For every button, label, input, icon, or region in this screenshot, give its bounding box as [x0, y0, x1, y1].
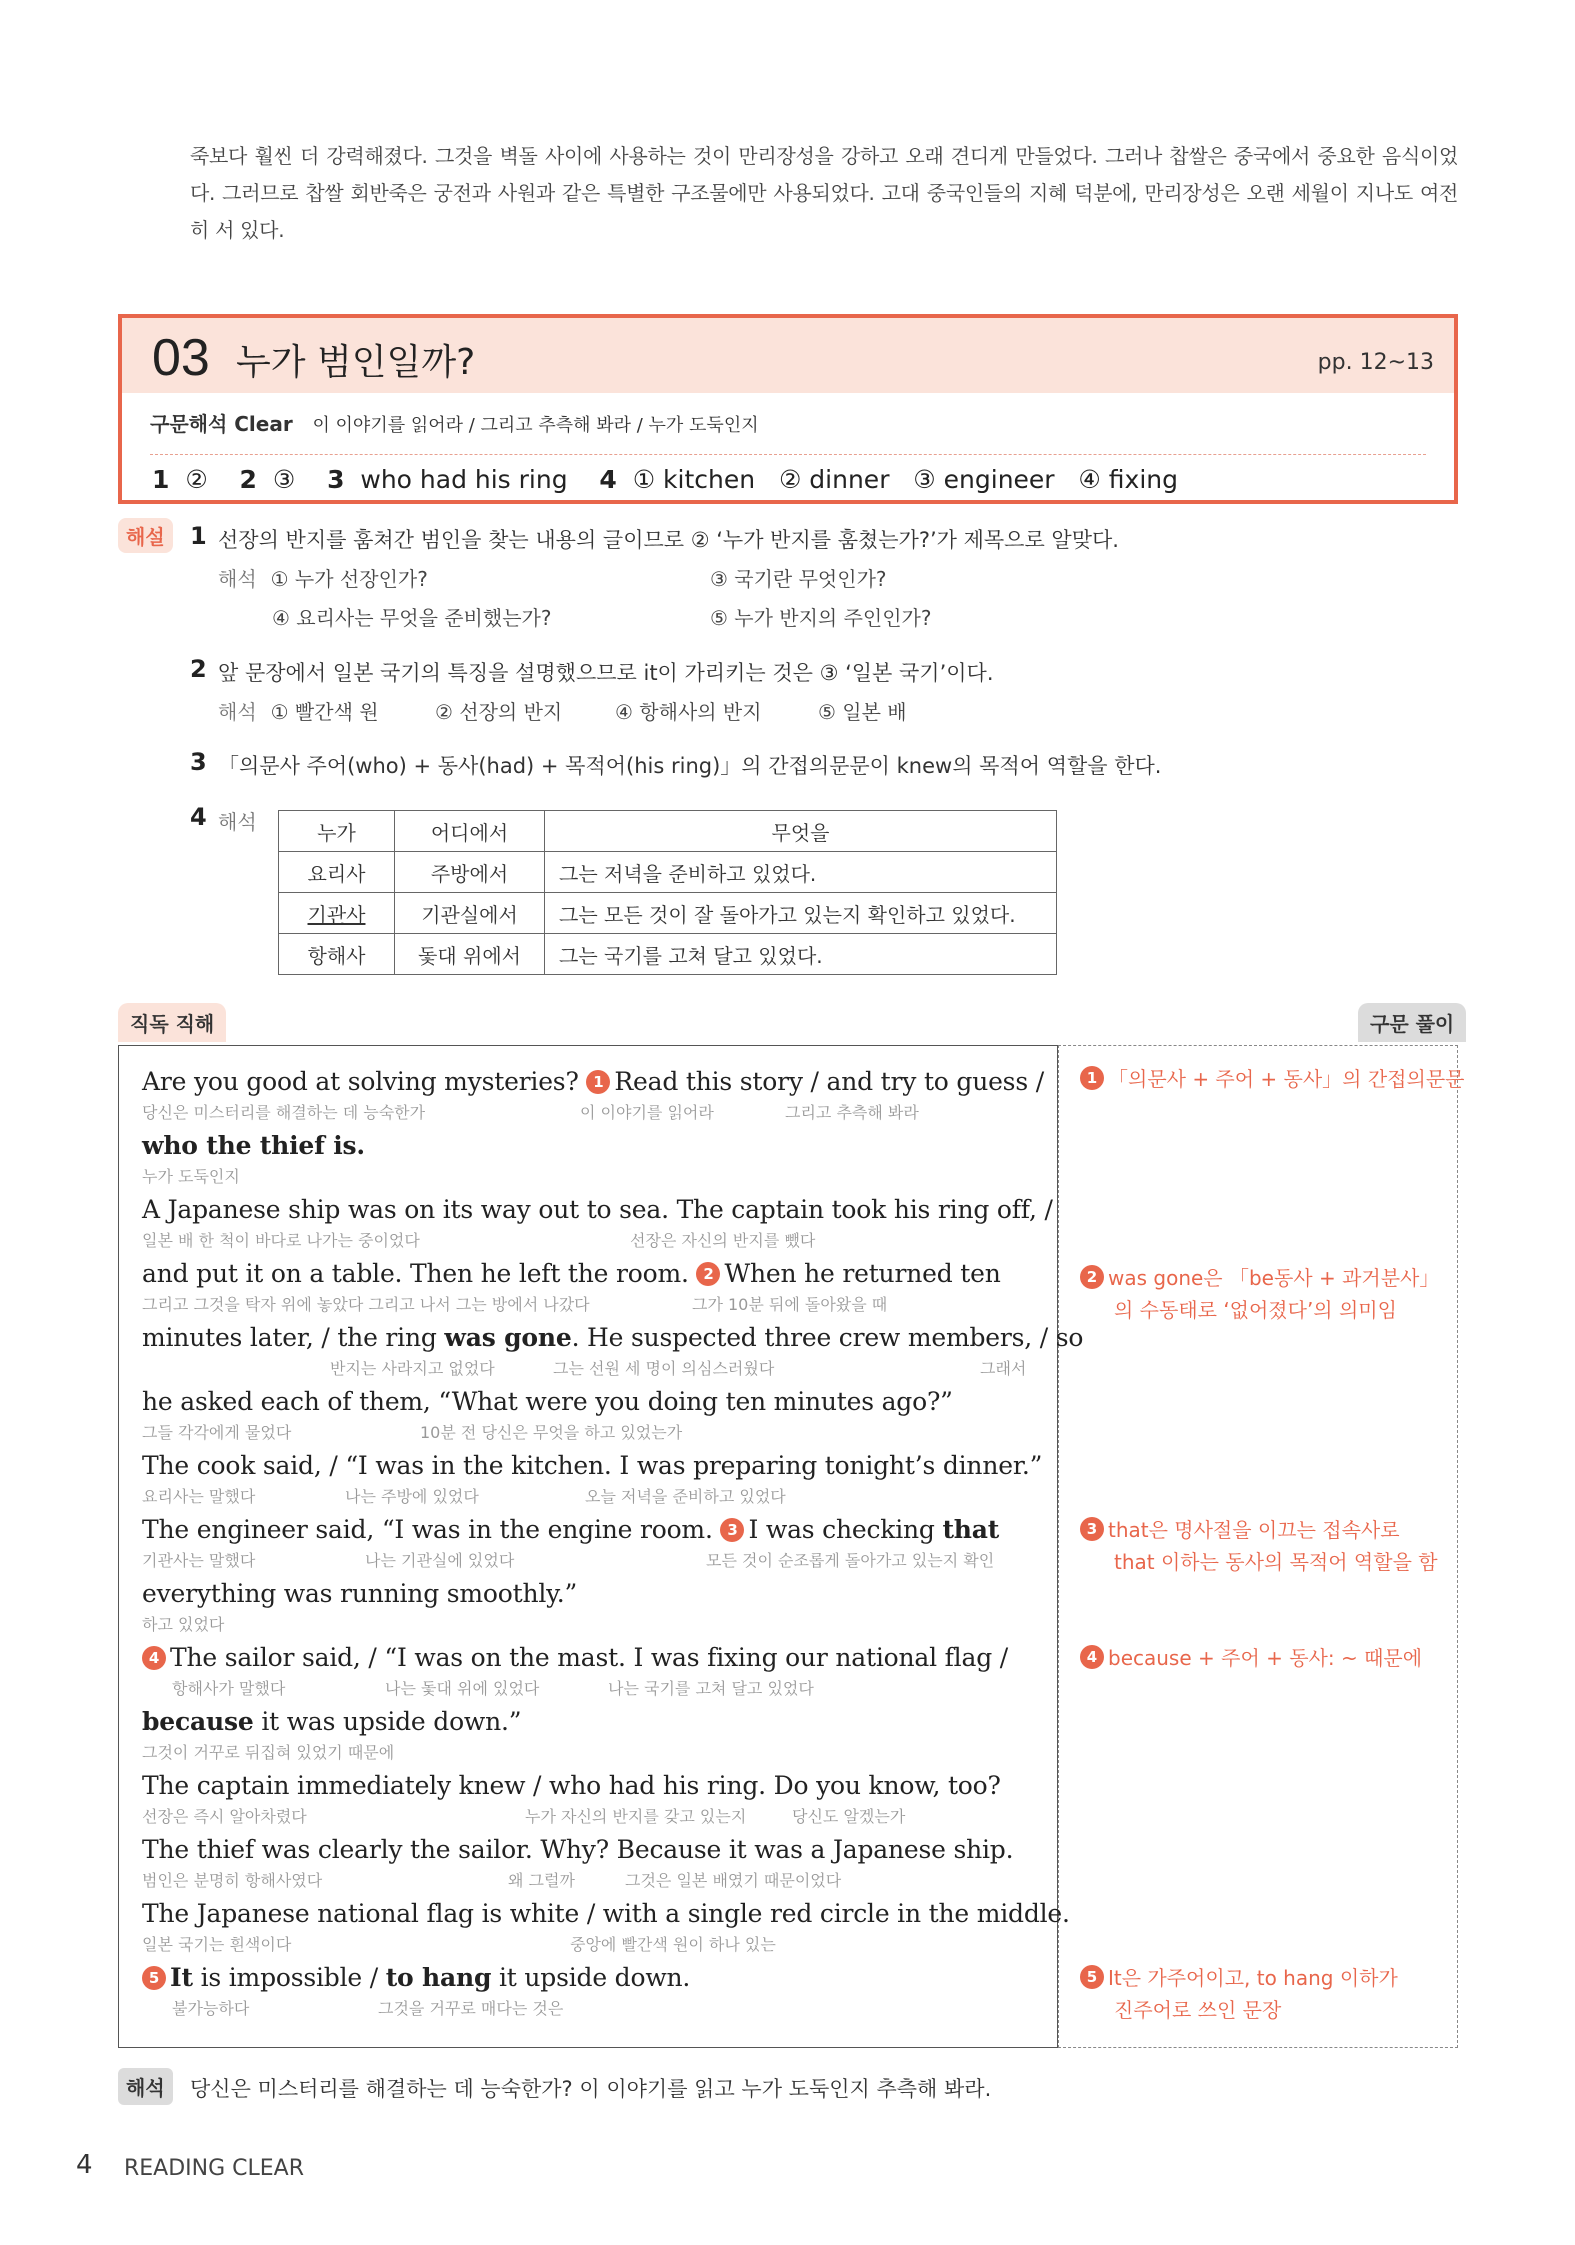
option-text: ② 선장의 반지: [435, 700, 563, 724]
sentence-bold: that: [942, 1515, 1000, 1544]
korean-gloss: 누가 자신의 반지를 갖고 있는지: [525, 1807, 747, 1826]
note-text: 진주어로 쓰인 문장: [1114, 1998, 1282, 2022]
structure-notes-tag: 구문 풀이: [1358, 1003, 1466, 1042]
number-marker: 1: [586, 1070, 610, 1094]
number-marker: 1: [1080, 1066, 1104, 1090]
reading-line: [142, 1259, 1001, 1288]
korean-gloss: 누가 도둑인지: [142, 1167, 240, 1186]
korean-gloss: 그는 선원 세 명이 의심스러웠다: [553, 1359, 775, 1378]
direct-reading-tag: 직독 직해: [118, 1003, 226, 1042]
table-cell: 요리사: [279, 852, 395, 893]
korean-gloss: 일본 국기는 흰색이다: [142, 1935, 292, 1954]
reading-line: [142, 1707, 521, 1736]
note-text: because + 주어 + 동사: ~ 때문에: [1108, 1646, 1423, 1670]
note-text: 의 수동태로 ‘없어졌다’의 의미임: [1114, 1298, 1397, 1322]
answer-num: 1: [152, 465, 170, 494]
number-marker: 5: [142, 1966, 166, 1990]
note-text: was gone은 「be동사 + 과거분사」: [1108, 1266, 1440, 1290]
structure-note: [1080, 1642, 1422, 1674]
korean-gloss: 선장은 즉시 알아차렸다: [142, 1807, 307, 1826]
table-cell: 그는 모든 것이 잘 돌아가고 있는지 확인하고 있었다.: [545, 893, 1057, 934]
answer-num: 2: [239, 465, 257, 494]
reading-line: The thief was clearly the sailor. Why? Because it was a Japanese ship.: [142, 1835, 1014, 1864]
option-text: ① 빨간색 원: [270, 700, 379, 724]
table-cell: 그는 국기를 고쳐 달고 있었다.: [545, 934, 1057, 975]
sentence-bold: was gone: [444, 1323, 572, 1352]
translation-label: 해석: [218, 810, 257, 834]
reading-line: who the thief is.: [142, 1131, 365, 1160]
column-header: 어디에서: [395, 811, 545, 852]
korean-gloss: 기관사는 말했다: [142, 1551, 256, 1570]
korean-gloss: 항해사가 말했다: [172, 1679, 286, 1698]
note-text: It은 가주어이고, to hang 이하가: [1108, 1966, 1398, 1990]
sentence-text: and put it on a table. Then he left the room.: [142, 1259, 689, 1288]
table-cell: 기관사: [279, 893, 395, 934]
korean-gloss: 그리고 추측해 봐라: [785, 1103, 919, 1122]
question-number: 3: [190, 748, 207, 776]
sentence-text: it upside down.: [491, 1963, 691, 1992]
reading-line: The captain immediately knew / who had his ring. Do you know, too?: [142, 1771, 1001, 1800]
structure-clear-text: 이 이야기를 읽어라 / 그리고 추측해 봐라 / 누가 도둑인지: [312, 415, 759, 436]
korean-gloss: 그가 10분 뒤에 돌아왔을 때: [692, 1295, 888, 1314]
option-text: ④ 항해사의 반지: [615, 700, 762, 724]
structure-note: [1080, 1063, 1464, 1095]
reading-line: [142, 1067, 1044, 1096]
korean-gloss: 그것이 거꾸로 뒤집혀 있었기 때문에: [142, 1743, 395, 1762]
korean-gloss: 그것은 일본 배였기 때문이었다: [625, 1871, 842, 1890]
reading-line: The cook said, / “I was in the kitchen. I was preparing tonight’s dinner.”: [142, 1451, 1043, 1480]
translation-label: 해석: [218, 567, 257, 591]
korean-gloss: 하고 있었다: [142, 1615, 225, 1634]
sentence-text: I was checking: [748, 1515, 943, 1544]
reading-line: [142, 1643, 1008, 1672]
option-text: ① 누가 선장인가?: [270, 567, 428, 591]
answer-num: 3: [327, 465, 345, 494]
korean-gloss: 모든 것이 순조롭게 돌아가고 있는지 확인: [706, 1551, 995, 1570]
reading-line: A Japanese ship was on its way out to sea. The captain took his ring off, /: [142, 1195, 1053, 1224]
korean-gloss: 당신도 알겠는가: [792, 1807, 906, 1826]
korean-gloss: 선장은 자신의 반지를 뺐다: [630, 1231, 816, 1250]
translation-label: 해석: [218, 700, 257, 724]
answer-text: ① kitchen ② dinner ③ engineer ④ fixing: [632, 465, 1178, 494]
korean-gloss: 왜 그럴까: [508, 1871, 575, 1890]
explanation-tag: 해설: [118, 518, 173, 553]
sentence-bold: It: [170, 1963, 193, 1992]
book-title: READING CLEAR: [124, 2156, 305, 2181]
sentence-text: minutes later, / the ring: [142, 1323, 445, 1352]
korean-gloss: 그들 각각에게 물었다: [142, 1423, 292, 1442]
sentence-text: . He suspected three crew members, / so: [571, 1323, 1084, 1352]
korean-gloss: 오늘 저녁을 준비하고 있었다: [585, 1487, 786, 1506]
sentence-text: it was upside down.”: [253, 1707, 522, 1736]
korean-gloss: 일본 배 한 척이 바다로 나가는 중이었다: [142, 1231, 420, 1250]
korean-gloss: 이 이야기를 읽어라: [580, 1103, 714, 1122]
table-row: [279, 934, 1057, 975]
korean-gloss: 반지는 사라지고 없었다: [330, 1359, 495, 1378]
number-marker: 5: [1080, 1965, 1104, 1989]
reading-line: [142, 1323, 1083, 1352]
option-text: ⑤ 누가 반지의 주인인가?: [710, 606, 932, 630]
korean-gloss: 나는 기관실에 있었다: [365, 1551, 515, 1570]
reading-line: he asked each of them, “What were you doing ten minutes ago?”: [142, 1387, 953, 1416]
reading-line: [142, 1515, 999, 1544]
table-row: [279, 852, 1057, 893]
korean-gloss: 그것을 거꾸로 매다는 것은: [378, 1999, 564, 2018]
structure-note: [1080, 1262, 1439, 1326]
column-header: 무엇을: [545, 811, 1057, 852]
korean-gloss: 나는 주방에 있었다: [345, 1487, 479, 1506]
sentence-text: When he returned ten: [724, 1259, 1001, 1288]
translation-tag: 해석: [118, 2068, 173, 2105]
question-explanation: 앞 문장에서 일본 국기의 특징을 설명했으므로 it이 가리키는 것은 ③ ‘일본 국기’이다.: [218, 661, 994, 685]
note-text: 「의문사 + 주어 + 동사」의 간접의문문: [1108, 1067, 1465, 1091]
number-marker: 4: [1080, 1645, 1104, 1669]
sentence-text: is impossible /: [192, 1963, 386, 1992]
korean-gloss: 나는 돛대 위에 있었다: [385, 1679, 540, 1698]
number-marker: 2: [1080, 1265, 1104, 1289]
answer-text: ②: [185, 465, 208, 494]
korean-gloss: 당신은 미스터리를 해결하는 데 능숙한가: [142, 1103, 426, 1122]
note-text: that은 명사절을 이끄는 접속사로: [1108, 1518, 1400, 1542]
answer-text: who had his ring: [360, 465, 568, 494]
column-header: 누가: [279, 811, 395, 852]
option-text: ③ 국기란 무엇인가?: [710, 567, 887, 591]
intro-paragraph: 죽보다 훨씬 더 강력해졌다. 그것을 벽돌 사이에 사용하는 것이 만리장성을 강하고 오래 견디게 만들었다. 그러나 찹쌀은 중국에서 중요한 음식이었다. 그러므로 찹쌀 회반죽은 궁전과 사원과 같은 특별한 구조물에만 사용되었다. 고대 중국인들의 지혜 덕분에, 만리장성은 오랜 세월이 지나도 여전히 서 있다.: [190, 144, 1458, 242]
page-number: 4: [76, 2150, 93, 2180]
table-cell: 기관실에서: [395, 893, 545, 934]
reading-line: [142, 1963, 690, 1992]
section-answer-box: [118, 314, 1458, 504]
structure-note: [1080, 1962, 1398, 2026]
translation-line: [218, 563, 428, 592]
table-cell: 항해사: [279, 934, 395, 975]
answer-text: ③: [272, 465, 296, 494]
korean-gloss: 중앙에 빨간색 원이 하나 있는: [570, 1935, 776, 1954]
sentence-text: The sailor said, / “I was on the mast. I was fixing our national flag /: [170, 1643, 1008, 1672]
sentence-text: The engineer said, “I was in the engine room.: [142, 1515, 713, 1544]
number-marker: 4: [142, 1646, 166, 1670]
korean-gloss: 범인은 분명히 항해사였다: [142, 1871, 323, 1890]
table-header-row: [279, 811, 1057, 852]
number-marker: 3: [720, 1518, 744, 1542]
question-number: 4: [190, 803, 207, 831]
korean-gloss: 나는 국기를 고쳐 달고 있었다: [608, 1679, 814, 1698]
table-cell: 주방에서: [395, 852, 545, 893]
option-text: ⑤ 일본 배: [818, 700, 907, 724]
question-explanation: 「의문사 주어(who) + 동사(had) + 목적어(his ring)」의 간접의문문이 knew의 목적어 역할을 한다.: [218, 754, 1162, 778]
section-header: [122, 318, 1454, 393]
korean-gloss: 요리사는 말했다: [142, 1487, 256, 1506]
section-number: 03: [152, 329, 210, 387]
divider: [150, 454, 1426, 455]
question-number: 2: [190, 655, 207, 683]
table-row: [279, 893, 1057, 934]
sentence-bold: to hang: [385, 1963, 492, 1992]
structure-clear-row: [150, 408, 759, 437]
translation-line: [218, 696, 379, 725]
note-text: that 이하는 동사의 목적어 역할을 함: [1114, 1550, 1438, 1574]
reading-line: everything was running smoothly.”: [142, 1579, 578, 1608]
answer-row: [152, 465, 1178, 494]
korean-gloss: 불가능하다: [172, 1999, 250, 2018]
structure-note: [1080, 1514, 1438, 1578]
korean-gloss: 그리고 그것을 탁자 위에 놓았다 그리고 나서 그는 방에서 나갔다: [142, 1295, 590, 1314]
number-marker: 2: [696, 1262, 720, 1286]
number-marker: 3: [1080, 1517, 1104, 1541]
structure-clear-label: 구문해석 Clear: [150, 412, 293, 436]
section-title: 누가 범인일까?: [236, 342, 476, 383]
option-text: ④ 요리사는 무엇을 준비했는가?: [272, 606, 552, 630]
answer-num: 4: [599, 465, 617, 494]
table-cell: 그는 저녁을 준비하고 있었다.: [545, 852, 1057, 893]
korean-gloss: 10분 전 당신은 무엇을 하고 있었는가: [420, 1423, 683, 1442]
section-pages: pp. 12~13: [1317, 350, 1434, 375]
table-cell: 돛대 위에서: [395, 934, 545, 975]
sentence-text: Are you good at solving mysteries?: [142, 1067, 579, 1096]
sentence-text: Read this story / and try to guess /: [614, 1067, 1044, 1096]
translation-table: [278, 810, 1057, 975]
question-number: 1: [190, 522, 207, 550]
full-translation: 당신은 미스터리를 해결하는 데 능숙한가? 이 이야기를 읽고 누가 도둑인지 추측해 봐라.: [190, 2077, 992, 2101]
reading-line: The Japanese national flag is white / with a single red circle in the middle.: [142, 1899, 1070, 1928]
question-explanation: 선장의 반지를 훔쳐간 범인을 찾는 내용의 글이므로 ② ‘누가 반지를 훔쳤는가?’가 제목으로 알맞다.: [218, 528, 1119, 552]
sentence-bold: because: [142, 1707, 254, 1736]
korean-gloss: 그래서: [980, 1359, 1027, 1378]
